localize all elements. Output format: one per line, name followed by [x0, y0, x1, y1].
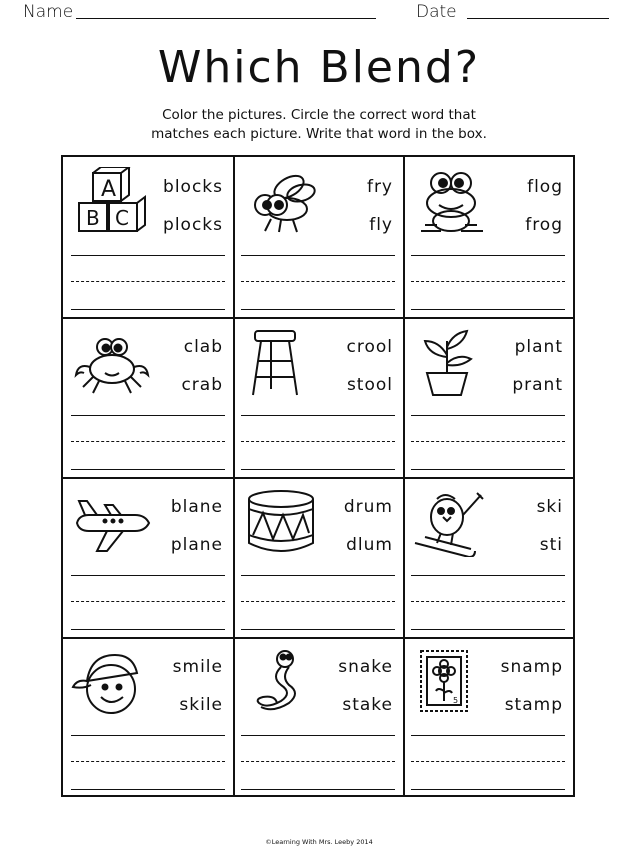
cell-crab [63, 317, 233, 477]
writing-midline [71, 441, 225, 442]
writing-baseline [411, 629, 565, 630]
writing-baseline [71, 789, 225, 790]
word-option[interactable]: stool [346, 375, 393, 395]
copyright-footer: ©Learning With Mrs. Leeby 2014 [265, 838, 373, 846]
word-option[interactable]: drum [343, 497, 393, 517]
svg-text:B: B [86, 206, 100, 230]
word-option[interactable]: clab [183, 337, 223, 357]
svg-text:A: A [101, 177, 117, 202]
writing-line[interactable] [71, 415, 225, 416]
word-option[interactable]: crab [181, 375, 223, 395]
writing-line[interactable] [411, 735, 565, 736]
writing-line[interactable] [71, 575, 225, 576]
cell-snake [233, 637, 403, 797]
snake-icon [241, 647, 323, 717]
writing-midline [411, 761, 565, 762]
date-label: Date [416, 2, 457, 22]
abc-blocks-icon [71, 167, 153, 237]
word-option[interactable]: smile [172, 657, 223, 677]
writing-midline [411, 441, 565, 442]
writing-line[interactable] [71, 735, 225, 736]
writing-line[interactable] [241, 415, 395, 416]
word-option[interactable]: crool [346, 337, 393, 357]
writing-line[interactable] [411, 255, 565, 256]
crab-icon [71, 327, 153, 397]
cell-ski [403, 477, 573, 637]
writing-midline [241, 761, 395, 762]
word-option[interactable]: frog [525, 215, 563, 235]
name-write-line[interactable] [76, 18, 376, 19]
writing-line[interactable] [241, 575, 395, 576]
cell-fly [233, 157, 403, 317]
writing-midline [241, 441, 395, 442]
writing-midline [411, 601, 565, 602]
writing-midline [241, 601, 395, 602]
smiley-cap-icon [71, 647, 153, 717]
writing-line[interactable] [411, 575, 565, 576]
writing-baseline [241, 309, 395, 310]
word-option[interactable]: plant [514, 337, 563, 357]
word-option[interactable]: fry [366, 177, 393, 197]
stool-icon [241, 327, 323, 397]
word-option[interactable]: fly [369, 215, 393, 235]
word-option[interactable]: blane [170, 497, 223, 517]
name-label: Name [23, 2, 74, 22]
word-option[interactable]: plocks [163, 215, 223, 235]
writing-baseline [241, 789, 395, 790]
writing-baseline [411, 469, 565, 470]
stamp-icon [411, 647, 493, 717]
writing-baseline [71, 629, 225, 630]
worksheet-grid [61, 155, 575, 797]
svg-text:C: C [115, 206, 129, 230]
writing-baseline [71, 469, 225, 470]
word-option[interactable]: plane [170, 535, 223, 555]
writing-line[interactable] [411, 415, 565, 416]
writing-baseline [411, 789, 565, 790]
writing-line[interactable] [241, 255, 395, 256]
word-option[interactable]: flog [527, 177, 563, 197]
word-option[interactable]: stake [342, 695, 393, 715]
page-title: Which Blend? [157, 42, 481, 93]
cell-blocks [63, 157, 233, 317]
writing-midline [411, 281, 565, 282]
plant-icon [411, 327, 493, 397]
cell-drum [233, 477, 403, 637]
writing-baseline [241, 469, 395, 470]
word-option[interactable]: skile [179, 695, 223, 715]
word-option[interactable]: snake [338, 657, 393, 677]
writing-line[interactable] [71, 255, 225, 256]
word-option[interactable]: sti [539, 535, 563, 555]
cell-smile [63, 637, 233, 797]
frog-icon [411, 167, 493, 237]
word-option[interactable]: snamp [500, 657, 563, 677]
cell-stool [233, 317, 403, 477]
stamp-value: 5 [453, 696, 459, 705]
word-option[interactable]: prant [512, 375, 563, 395]
writing-baseline [71, 309, 225, 310]
writing-midline [71, 601, 225, 602]
writing-baseline [241, 629, 395, 630]
airplane-icon [71, 487, 153, 557]
word-option[interactable]: stamp [504, 695, 563, 715]
writing-midline [71, 761, 225, 762]
cell-plane [63, 477, 233, 637]
instruction-line-2: matches each picture. Write that word in the box. [151, 126, 487, 142]
word-option[interactable]: blocks [163, 177, 223, 197]
writing-midline [241, 281, 395, 282]
fly-icon [241, 167, 323, 237]
writing-baseline [411, 309, 565, 310]
cell-frog [403, 157, 573, 317]
instruction-line-1: Color the pictures. Circle the correct word that [162, 107, 476, 123]
cell-stamp [403, 637, 573, 797]
writing-midline [71, 281, 225, 282]
cell-plant [403, 317, 573, 477]
writing-line[interactable] [241, 735, 395, 736]
date-write-line[interactable] [467, 18, 609, 19]
skier-bird-icon [411, 487, 493, 557]
word-option[interactable]: dlum [346, 535, 393, 555]
drum-icon [241, 487, 323, 557]
word-option[interactable]: ski [536, 497, 563, 517]
